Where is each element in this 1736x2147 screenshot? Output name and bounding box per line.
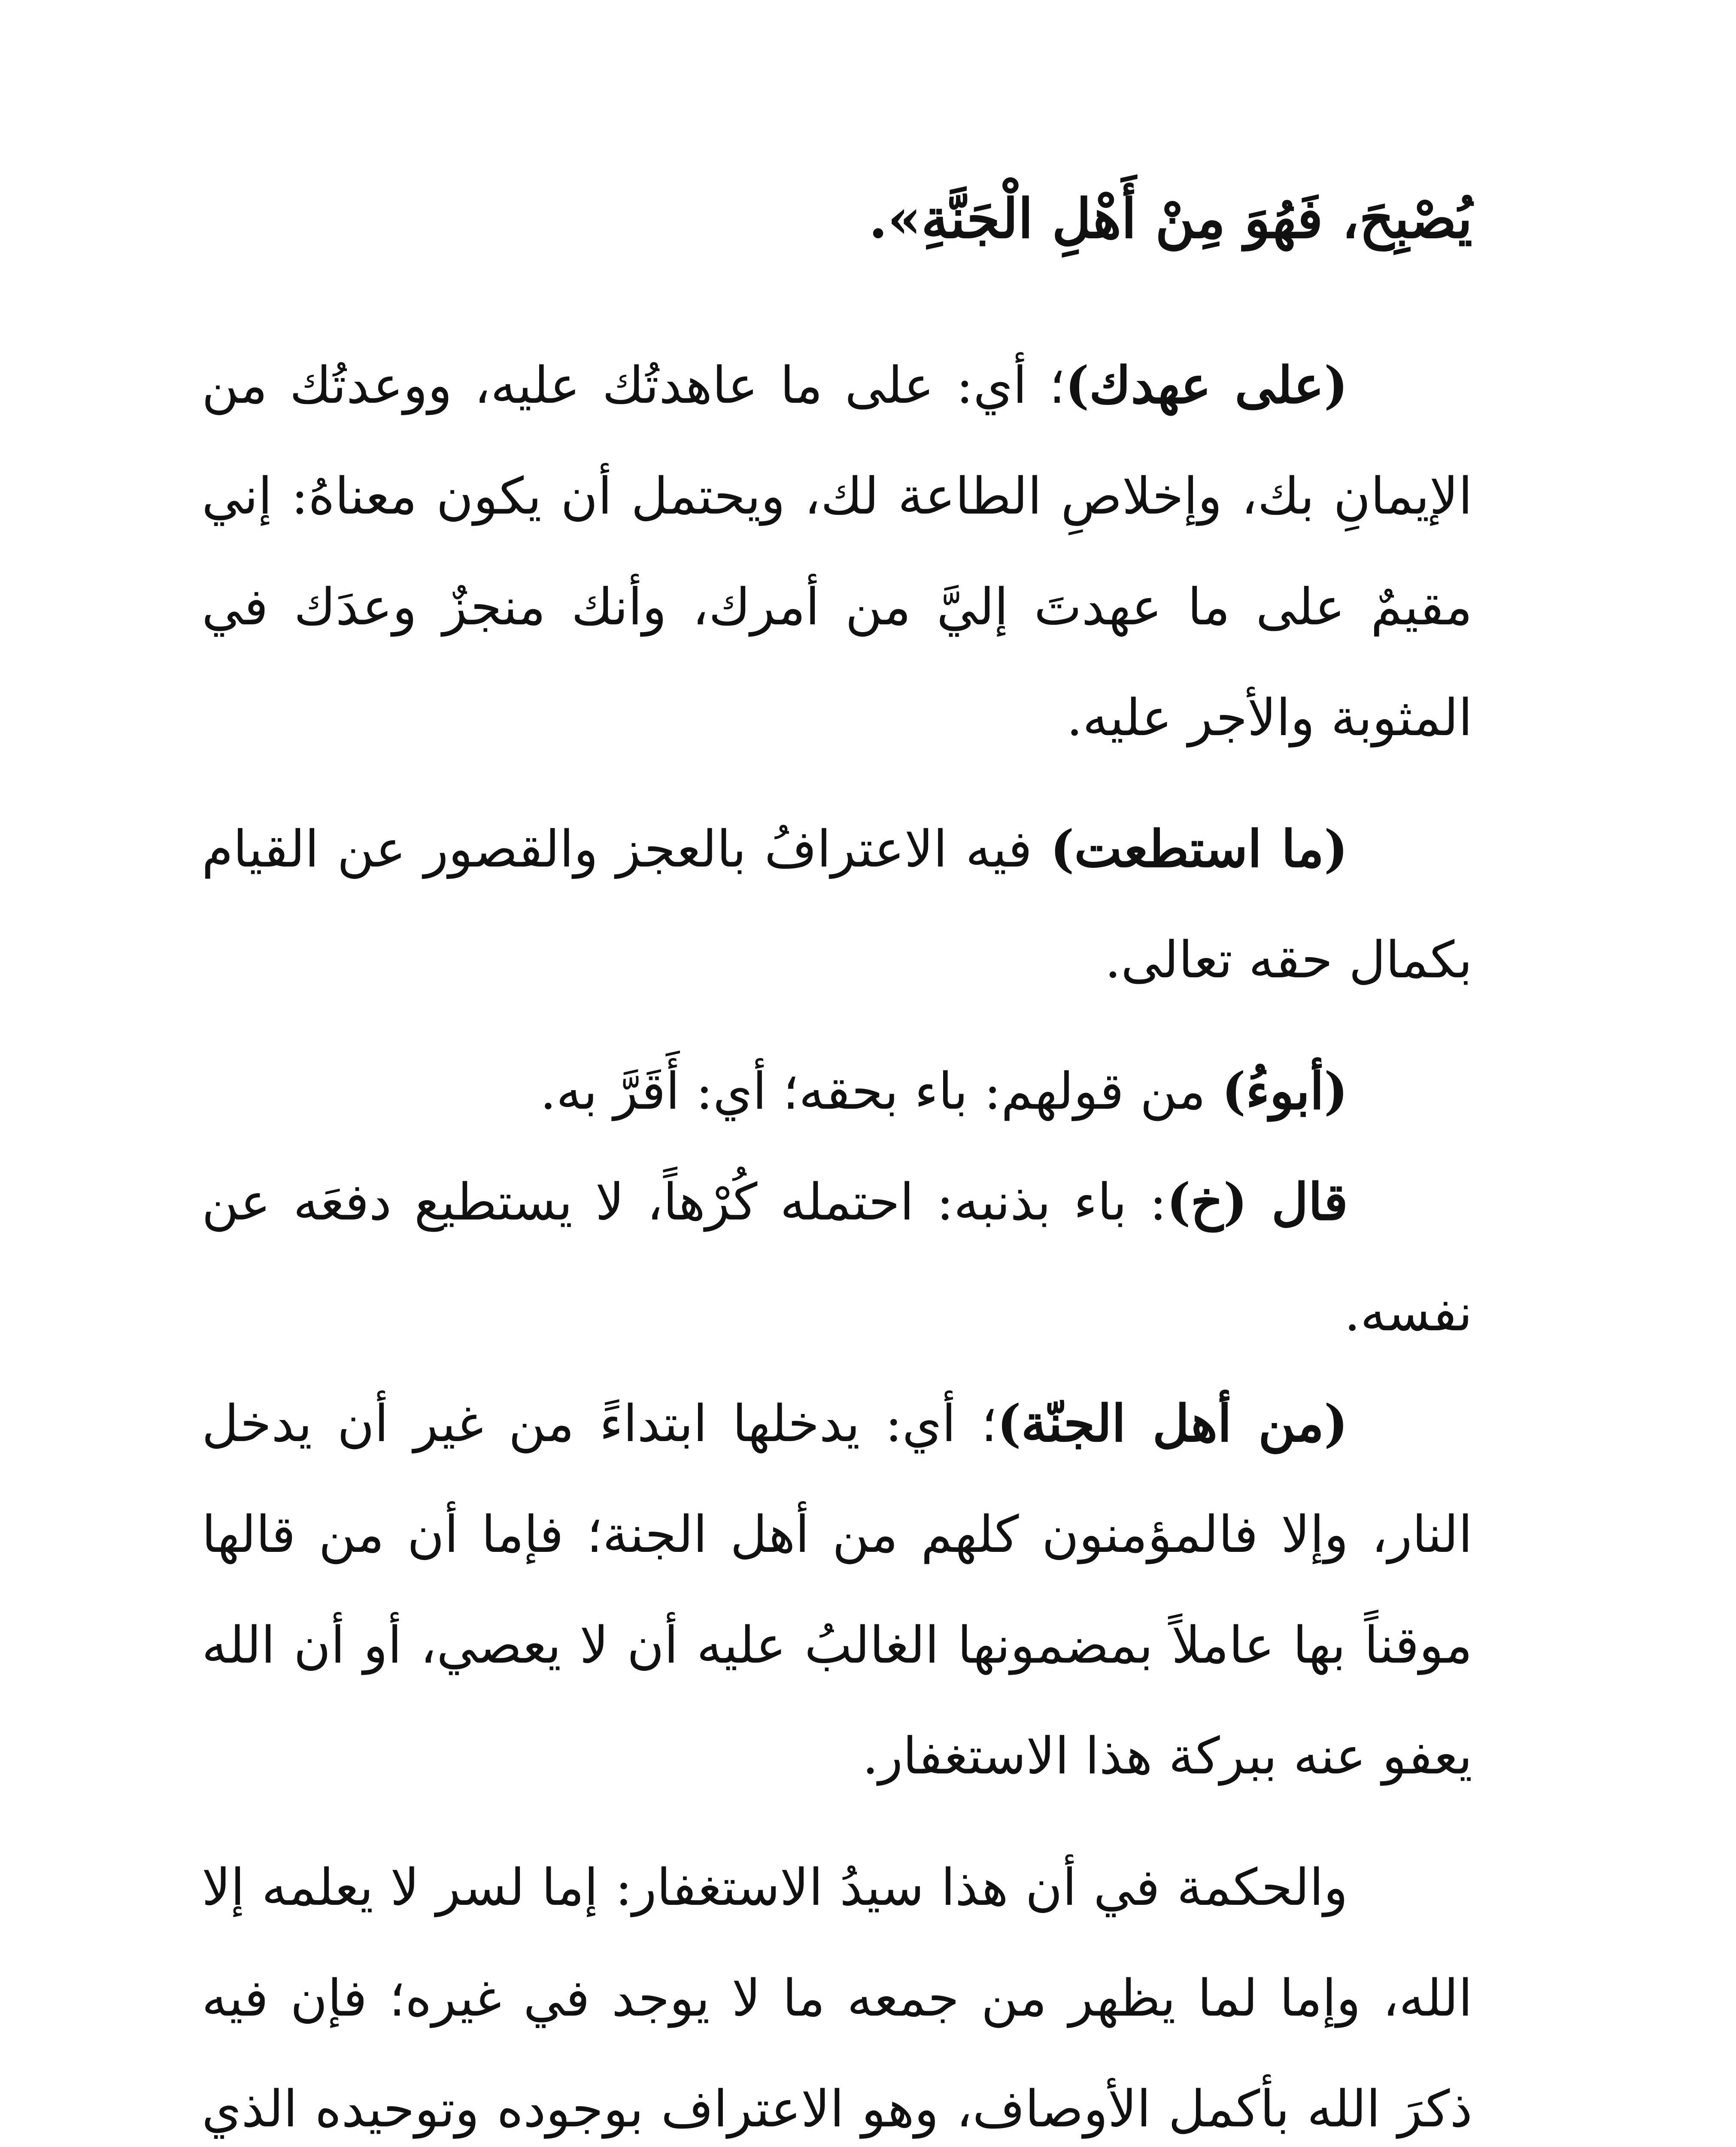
commentary-term: (من أهل الجنّة) (997, 1393, 1348, 1453)
commentary-term: (أبوءُ) (1222, 1061, 1348, 1121)
commentary-paragraph-2 (202, 794, 1472, 1015)
commentary-paragraph-5 (202, 1368, 1472, 1811)
commentary-text: فيه الاعترافُ بالعجز والقصور عن القيام بكمال حقه تعالى. (202, 819, 1472, 989)
commentary-paragraph-6 (202, 1832, 1472, 2147)
page-body-text (202, 163, 1472, 2147)
commentary-text: : باء بذنبه: احتمله كُرْهاً، لا يستطيع دفعَه عن نفسه. (202, 1172, 1472, 1342)
commentary-term: قال (خ) (1166, 1172, 1348, 1232)
commentary-text: من قولهم: باء بحقه؛ أي: أَقَرَّ به. (540, 1061, 1222, 1121)
commentary-text: ؛ أي: على ما عاهدتُك عليه، ووعدتُك من الإيمانِ بك، وإخلاصِ الطاعة لك، ويحتمل أن يكون معناهُ: إني مقيمٌ على ما عهدتَ إليَّ من أمرك، وأنك منجزٌ وعدَك في المثوبة والأجر عليه. (202, 356, 1472, 747)
commentary-paragraph-4 (202, 1146, 1472, 1368)
commentary-paragraph-3 (202, 1036, 1472, 1146)
commentary-term: (على عهدك) (1065, 355, 1348, 415)
commentary-paragraph-1 (202, 330, 1472, 773)
hadith-closing-line: يُصْبِحَ، فَهُوَ مِنْ أَهْلِ الْجَنَّةِ». (868, 187, 1472, 250)
commentary-text: والحكمة في أن هذا سيدُ الاستغفار: إما لسر لا يعلمه إلا الله، وإما لما يظهر من جمعه ما لا يوجد في غيره؛ فإن فيه ذكرَ الله بأكمل الأوصاف، وهو الاعتراف بوجوده وتوحيده الذي (202, 1858, 1472, 2138)
commentary-term: (ما استطعت) (1050, 819, 1348, 879)
commentary-text: ؛ أي: يدخلها ابتداءً من غير أن يدخل النار، وإلا فالمؤمنون كلهم من أهل الجنة؛ فإما أن من قالها موقناً بها عاملاً بمضمونها الغالبُ عليه أن لا يعصي، أو أن الله يعفو عنه ببركة هذا الاستغفار. (202, 1394, 1472, 1785)
